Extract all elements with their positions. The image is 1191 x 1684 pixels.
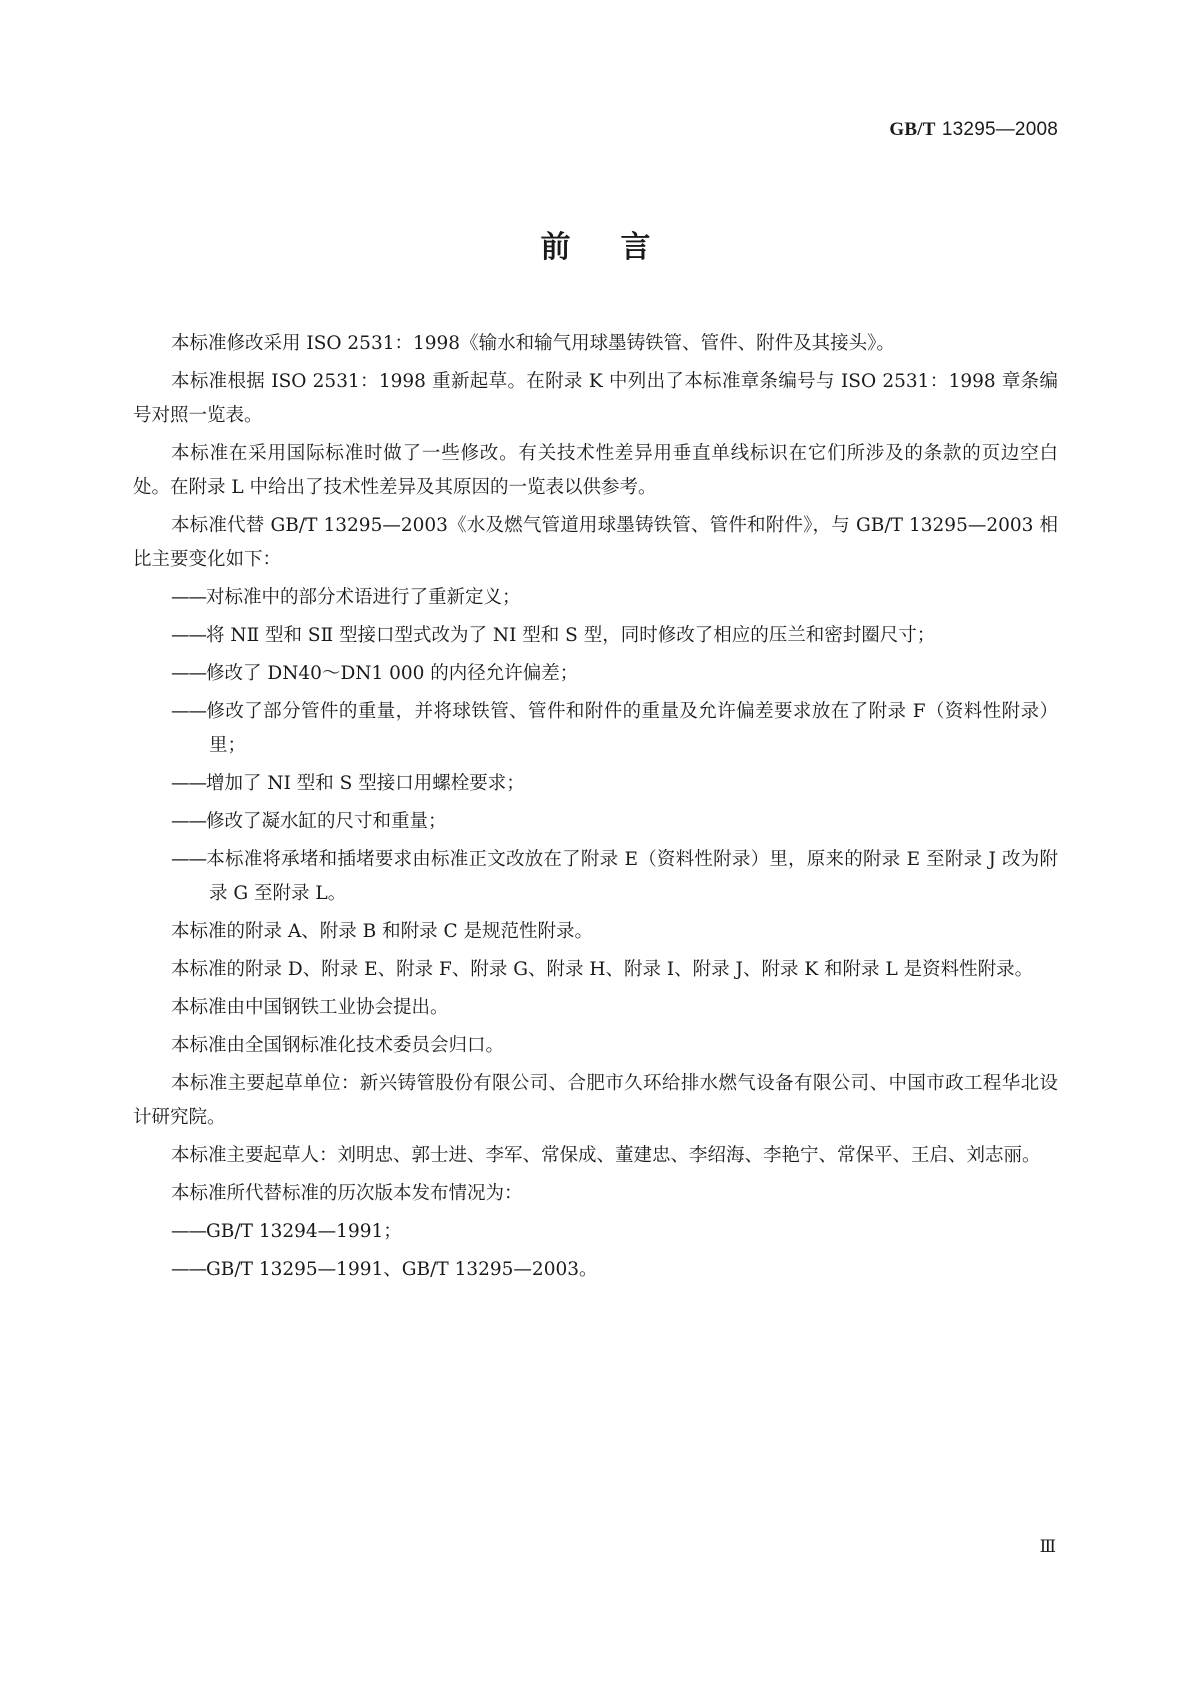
list-dash: —— xyxy=(171,811,206,832)
standard-prefix: GB/T xyxy=(889,119,936,140)
paragraph: 本标准修改采用 ISO 2531：1998《输水和输气用球墨铸铁管、管件、附件及其接头》。 xyxy=(171,333,895,354)
paragraph: 本标准主要起草单位：新兴铸管股份有限公司、合肥市久环给排水燃气设备有限公司、中国市政工程华北设计研究院。 xyxy=(133,1073,1058,1128)
list-item-text: 修改了 DN40～DN1 000 的内径允许偏差； xyxy=(206,663,579,684)
standard-number xyxy=(889,118,1058,141)
list-item xyxy=(133,805,1058,839)
history-item xyxy=(133,1215,1058,1249)
list-item xyxy=(133,843,1058,911)
list-item xyxy=(133,657,1058,691)
list-item-text: 对标准中的部分术语进行了重新定义； xyxy=(206,587,521,608)
list-item xyxy=(133,619,1058,653)
list-item xyxy=(133,767,1058,801)
list-item-text: 修改了凝水缸的尺寸和重量； xyxy=(206,811,447,832)
list-dash: —— xyxy=(171,701,206,722)
paragraph: 本标准根据 ISO 2531：1998 重新起草。在附录 K 中列出了本标准章条编号与 ISO 2531：1998 章条编号对照一览表。 xyxy=(133,371,1058,426)
list-item-text: 将 NⅡ 型和 SⅡ 型接口型式改为了 NⅠ 型和 S 型，同时修改了相应的压兰和密封圈尺寸； xyxy=(206,625,936,646)
list-item-text: 修改了部分管件的重量，并将球铁管、管件和附件的重量及允许偏差要求放在了附录 F（资料性附录）里； xyxy=(206,701,1058,756)
list-dash: —— xyxy=(171,773,206,794)
paragraph: 本标准主要起草人：刘明忠、郭士进、李军、常保成、董建忠、李绍海、李艳宁、常保平、王启、刘志丽。 xyxy=(171,1145,1041,1166)
list-dash: —— xyxy=(171,587,206,608)
list-item xyxy=(133,695,1058,763)
list-dash: —— xyxy=(171,663,206,684)
paragraph: 本标准的附录 A、附录 B 和附录 C 是规范性附录。 xyxy=(171,921,594,942)
standard-code: 13295—2008 xyxy=(941,119,1058,140)
paragraph: 本标准由全国钢标准化技术委员会归口。 xyxy=(171,1035,505,1056)
paragraph: 本标准由中国钢铁工业协会提出。 xyxy=(171,997,449,1018)
list-item-text: 本标准将承堵和插堵要求由标准正文改放在了附录 E（资料性附录）里，原来的附录 E 至附录 J 改为附录 G 至附录 L。 xyxy=(206,849,1058,904)
history-item xyxy=(133,1253,1058,1287)
list-dash: —— xyxy=(171,1221,206,1242)
document-body xyxy=(133,327,1058,1291)
list-dash: —— xyxy=(171,625,206,646)
list-item-text: 增加了 NⅠ 型和 S 型接口用螺栓要求； xyxy=(206,773,525,794)
page-title: 前言 xyxy=(540,230,701,265)
history-item-text: GB/T 13295—1991、GB/T 13295—2003。 xyxy=(206,1259,598,1280)
paragraph: 本标准的附录 D、附录 E、附录 F、附录 G、附录 H、附录 I、附录 J、附录 K 和附录 L 是资料性附录。 xyxy=(171,959,1034,980)
paragraph: 本标准代替 GB/T 13295—2003《水及燃气管道用球墨铸铁管、管件和附件》，与 GB/T 13295—2003 相比主要变化如下： xyxy=(133,515,1058,570)
list-item xyxy=(133,581,1058,615)
page-number: Ⅲ xyxy=(1039,1537,1056,1557)
list-dash: —— xyxy=(171,1259,206,1280)
history-item-text: GB/T 13294—1991； xyxy=(206,1221,402,1242)
paragraph: 本标准所代替标准的历次版本发布情况为： xyxy=(171,1183,523,1204)
list-dash: —— xyxy=(171,849,206,870)
paragraph: 本标准在采用国际标准时做了一些修改。有关技术性差异用垂直单线标识在它们所涉及的条款的页边空白处。在附录 L 中给出了技术性差异及其原因的一览表以供参考。 xyxy=(133,443,1058,498)
